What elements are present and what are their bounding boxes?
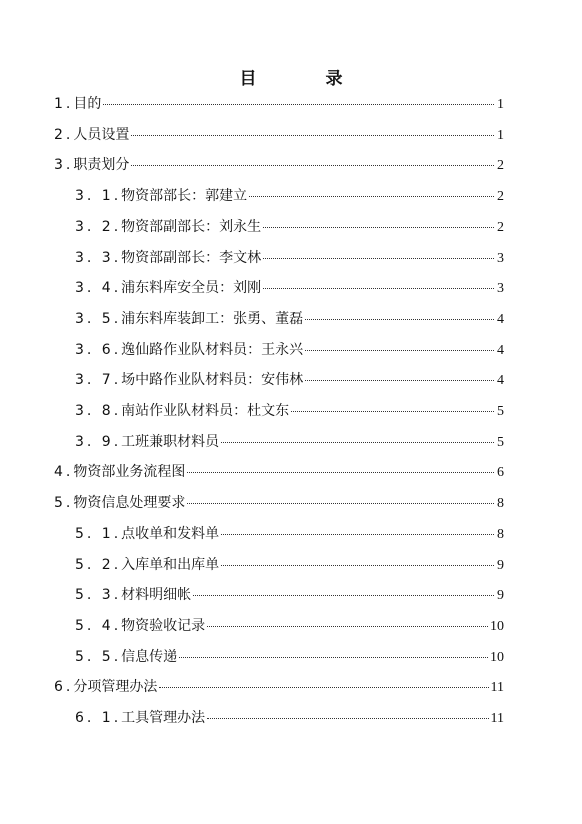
toc-dot-leader — [249, 196, 494, 197]
toc-entry-page-number: 3 — [497, 281, 504, 297]
toc-entry-text: 物资部业务流程图 — [73, 464, 186, 481]
toc-entry-page-number: 2 — [497, 189, 504, 205]
toc-dot-leader — [187, 472, 494, 473]
toc-entry[interactable] — [75, 615, 504, 637]
toc-entry-page-number: 1 — [497, 97, 504, 112]
toc-entry-number: 4. — [54, 464, 74, 481]
toc-entry[interactable] — [75, 646, 504, 668]
toc-entry[interactable] — [75, 554, 504, 576]
toc-entry[interactable] — [54, 492, 504, 514]
toc-entry-number: 5. 4. — [75, 617, 122, 634]
toc-entry-page-number: 6 — [497, 465, 504, 481]
toc-entry-text: 信息传递 — [121, 648, 178, 665]
toc-dot-leader — [193, 595, 494, 596]
toc-entry[interactable] — [75, 584, 504, 606]
toc-entry-number: 3. 3. — [75, 249, 122, 266]
toc-entry[interactable] — [75, 185, 504, 207]
toc-entry[interactable] — [75, 247, 504, 269]
toc-entry-text: 分项管理办法 — [73, 679, 158, 696]
toc-dot-leader — [305, 319, 494, 320]
toc-entry[interactable] — [54, 93, 504, 115]
toc-entry-page-number: 4 — [497, 373, 504, 389]
toc-entry[interactable] — [54, 676, 504, 698]
toc-entry-number: 1. — [54, 96, 74, 112]
toc-entry-text: 逸仙路作业队材料员：王永兴 — [121, 341, 304, 358]
toc-dot-leader — [263, 288, 494, 289]
toc-entry-number: 3. 7. — [75, 372, 122, 389]
toc-entry-number: 3. 5. — [75, 310, 122, 327]
toc-entry[interactable] — [75, 339, 504, 361]
toc-entry[interactable] — [75, 707, 504, 729]
toc-title: 目 录 — [239, 69, 369, 89]
toc-dot-leader — [263, 258, 494, 259]
toc-entry-page-number: 8 — [497, 496, 504, 512]
toc-entry[interactable] — [75, 431, 504, 453]
toc-entry-text: 物资部副部长：李文林 — [121, 249, 262, 266]
toc-entry-page-number: 2 — [497, 158, 504, 174]
toc-entry-page-number: 9 — [497, 557, 504, 573]
toc-entry-number: 6. — [54, 679, 74, 696]
toc-entry-number: 5. 2. — [75, 556, 122, 573]
toc-entry-number: 5. — [54, 495, 74, 512]
toc-entry-text: 浦东料库装卸工：张勇、董磊 — [121, 310, 304, 327]
toc-entry[interactable] — [54, 124, 504, 146]
toc-entry-text: 场中路作业队材料员：安伟林 — [121, 372, 304, 389]
toc-entry-page-number: 4 — [497, 342, 504, 358]
toc-entry-text: 人员设置 — [73, 126, 130, 143]
toc-entry-page-number: 11 — [490, 711, 504, 726]
toc-entry-number: 5. 5. — [75, 648, 122, 665]
toc-dot-leader — [131, 135, 494, 136]
toc-dot-leader — [207, 626, 488, 627]
toc-dot-leader — [221, 534, 494, 535]
toc-dot-leader — [187, 503, 494, 504]
toc-entry-text: 物资部副部长：刘永生 — [121, 218, 262, 235]
toc-entry-page-number: 4 — [497, 311, 504, 327]
toc-dot-leader — [179, 657, 488, 658]
toc-dot-leader — [159, 687, 488, 688]
toc-entry-page-number: 10 — [490, 649, 504, 665]
toc-entry-text: 物资验收记录 — [121, 617, 206, 634]
toc-entry-number: 3. 9. — [75, 433, 122, 450]
toc-entry-text: 物资信息处理要求 — [73, 495, 186, 512]
toc-entry-page-number: 11 — [490, 680, 504, 696]
toc-entry-text: 南站作业队材料员：杜文东 — [121, 403, 290, 419]
toc-entry-page-number: 5 — [497, 404, 504, 419]
toc-entry-text: 材料明细帐 — [121, 587, 192, 604]
toc-entry[interactable] — [75, 216, 504, 238]
toc-entry-number: 3. — [54, 157, 74, 174]
toc-entry-number: 3. 4. — [75, 280, 122, 297]
toc-entry-number: 5. 3. — [75, 587, 122, 604]
toc-entry-page-number: 1 — [497, 127, 504, 143]
toc-dot-leader — [221, 565, 494, 566]
toc-entry-number: 3. 1. — [75, 188, 122, 205]
toc-dot-leader — [305, 380, 494, 381]
toc-entry[interactable] — [54, 154, 504, 176]
toc-entry[interactable] — [75, 277, 504, 299]
toc-entry[interactable] — [75, 308, 504, 330]
toc-dot-leader — [305, 350, 494, 351]
toc-entry-text: 目的 — [73, 96, 102, 112]
toc-entry-text: 工班兼职材料员 — [121, 433, 220, 450]
toc-entry-text: 职责划分 — [73, 157, 130, 174]
toc-entry[interactable] — [75, 523, 504, 545]
toc-entry-page-number: 9 — [497, 588, 504, 604]
toc-dot-leader — [131, 165, 494, 166]
toc-entry-number: 3. 8. — [75, 403, 122, 419]
toc-dot-leader — [291, 411, 494, 412]
toc-entry-number: 2. — [54, 126, 74, 143]
toc-entry-text: 物资部部长：郭建立 — [121, 188, 248, 205]
toc-dot-leader — [207, 718, 488, 719]
toc-entry-page-number: 5 — [497, 434, 504, 450]
toc-entry-text: 点收单和发料单 — [121, 525, 220, 542]
toc-entry-text: 入库单和出库单 — [121, 556, 220, 573]
toc-dot-leader — [263, 227, 494, 228]
toc-entry-number: 6. 1. — [75, 710, 122, 726]
toc-entry-page-number: 8 — [497, 526, 504, 542]
toc-entry[interactable] — [75, 400, 504, 422]
toc-entry-number: 5. 1. — [75, 525, 122, 542]
toc-dot-leader — [103, 104, 494, 105]
toc-entry[interactable] — [54, 461, 504, 483]
toc-entry-page-number: 10 — [490, 618, 504, 634]
toc-entry-page-number: 2 — [497, 219, 504, 235]
toc-entry[interactable] — [75, 369, 504, 391]
toc-entry-page-number: 3 — [497, 250, 504, 266]
toc-entry-text: 工具管理办法 — [121, 710, 206, 726]
toc-entry-number: 3. 2. — [75, 218, 122, 235]
toc-entry-number: 3. 6. — [75, 341, 122, 358]
toc-entry-text: 浦东料库安全员：刘刚 — [121, 280, 262, 297]
toc-dot-leader — [221, 442, 494, 443]
